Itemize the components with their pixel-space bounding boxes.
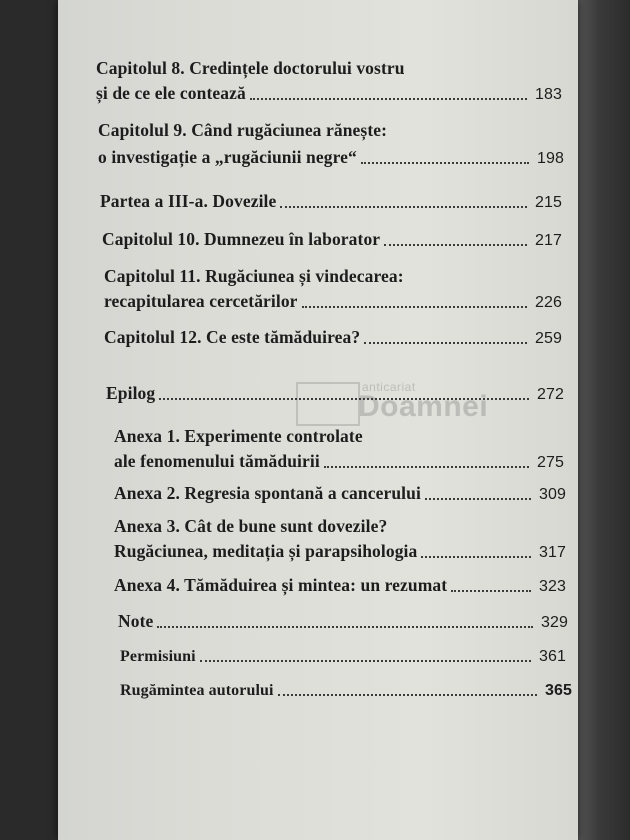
toc-page-number: 259	[535, 330, 562, 347]
toc-entry-title: Capitolul 12. Ce este tămăduirea?	[104, 327, 361, 347]
toc-entry-line	[100, 190, 562, 212]
toc-entry-line	[102, 228, 562, 250]
toc-entry-subtitle: o investigație a „rugăciunii negre“	[98, 147, 357, 167]
toc-entry-line	[120, 678, 572, 700]
toc-entry-line	[114, 482, 566, 504]
toc-entry-title: Note	[118, 611, 154, 631]
leader-dots	[280, 206, 527, 208]
toc-page-number: 215	[535, 194, 562, 211]
leader-dots	[278, 694, 537, 696]
toc-entry-title: Rugămintea autorului	[120, 682, 274, 699]
toc-page-number: 275	[537, 454, 564, 471]
leader-dots	[364, 342, 527, 344]
toc-page-number: 198	[537, 150, 564, 167]
book-page	[58, 0, 578, 840]
toc-entry-line	[104, 326, 562, 348]
leader-dots	[384, 244, 527, 246]
toc-entry-title: Anexa 2. Regresia spontană a cancerului	[114, 483, 421, 503]
toc-page-number: 329	[541, 614, 568, 631]
toc-page-number: 226	[535, 294, 562, 311]
toc-entry-title: Anexa 1. Experimente controlate	[114, 426, 363, 446]
toc-entry-line	[120, 644, 566, 666]
leader-dots	[324, 466, 529, 468]
leader-dots	[302, 306, 527, 308]
toc-page-number: 183	[535, 86, 562, 103]
leader-dots	[250, 98, 527, 100]
toc-entry-title: Epilog	[106, 383, 156, 403]
toc-entry-line	[114, 540, 566, 562]
toc-page-number: 365	[545, 682, 572, 699]
toc-entry-line	[118, 610, 568, 632]
toc-entry-line	[96, 82, 562, 104]
toc-entry-title: Capitolul 10. Dumnezeu în laborator	[102, 229, 381, 249]
toc-entry-title: Capitolul 8. Credințele doctorului vostru	[96, 58, 405, 78]
toc-entry-title: Partea a III-a. Dovezile	[100, 191, 277, 211]
leader-dots	[421, 556, 531, 558]
toc-entry-title: Permisiuni	[120, 648, 196, 665]
toc-entry-title: Capitolul 11. Rugăciunea și vindecarea:	[104, 266, 404, 286]
toc-entry-subtitle: Rugăciunea, meditația și parapsihologia	[114, 541, 418, 561]
toc-page-number: 217	[535, 232, 562, 249]
leader-dots	[425, 498, 531, 500]
toc-page-number: 323	[539, 578, 566, 595]
leader-dots	[361, 162, 529, 164]
toc-page-number: 272	[537, 386, 564, 403]
toc-entry-line	[114, 450, 564, 472]
watermark-small-text: anticariat	[362, 380, 416, 394]
toc-page-number: 361	[539, 648, 566, 665]
toc-page-number: 309	[539, 486, 566, 503]
toc-entry-title: Anexa 3. Cât de bune sunt dovezile?	[114, 516, 388, 536]
toc-entry-line	[106, 382, 564, 404]
toc-entry-subtitle: ale fenomenului tămăduirii	[114, 451, 320, 471]
toc-entry-subtitle: și de ce ele contează	[96, 83, 246, 103]
leader-dots	[159, 398, 529, 400]
leader-dots	[157, 626, 533, 628]
toc-entry-line	[98, 146, 564, 168]
toc-entry-line	[114, 574, 566, 596]
toc-entry-line	[104, 290, 562, 312]
toc-entry-title: Anexa 4. Tămăduirea și mintea: un rezumat	[114, 575, 448, 595]
page-edge-shadow	[578, 0, 630, 840]
toc-entry-subtitle: recapitularea cercetărilor	[104, 291, 298, 311]
leader-dots	[200, 660, 531, 662]
watermark-text: Doamnei	[358, 390, 489, 423]
toc-entry-title: Capitolul 9. Când rugăciunea rănește:	[98, 120, 388, 140]
toc-page-number: 317	[539, 544, 566, 561]
leader-dots	[451, 590, 531, 592]
